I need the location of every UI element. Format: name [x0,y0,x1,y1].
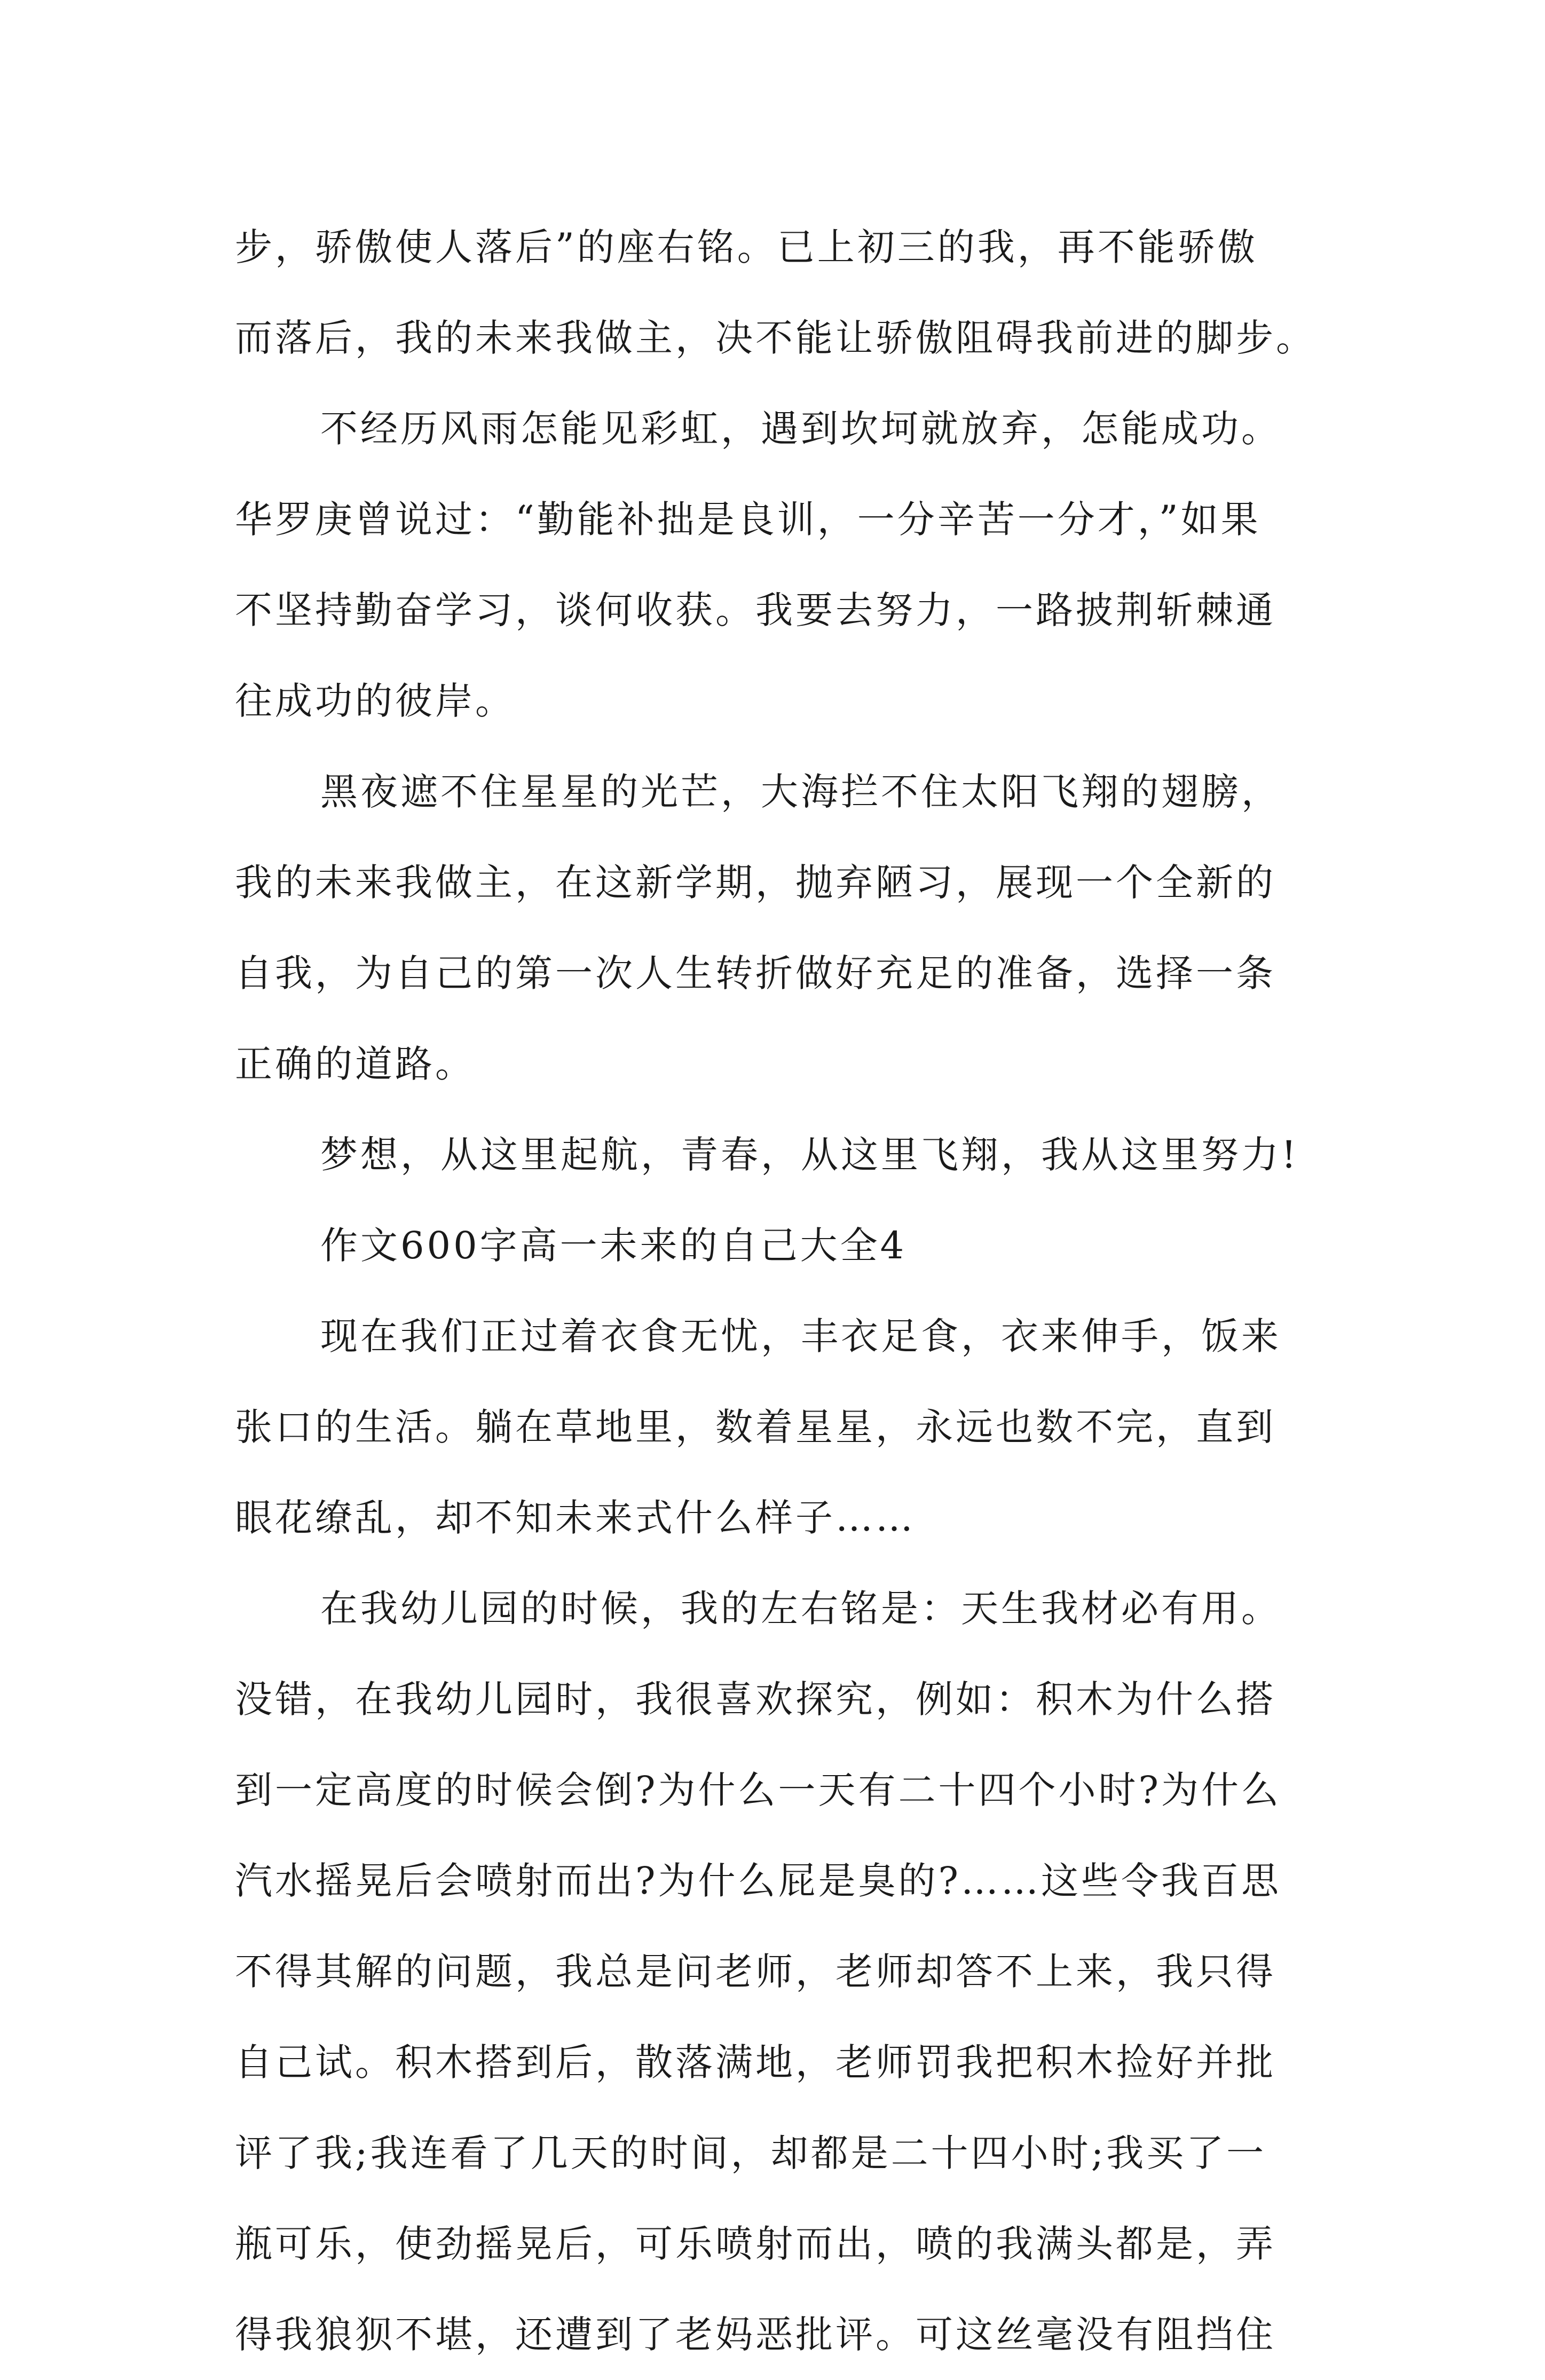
text-line: 得我狼狈不堪，还遭到了老妈恶批评。可这丝毫没有阻挡住 [235,2313,1276,2357]
text-line: 汽水摇晃后会喷射而出?为什么屁是臭的?……这些令我百思 [235,1859,1282,1903]
text-line: 没错，在我幼儿园时，我很喜欢探究，例如：积木为什么搭 [235,1677,1276,1721]
text-line: 华罗庚曾说过：“勤能补拙是良训，一分辛苦一分才，”如果 [235,498,1261,541]
paragraph-start-line: 现在我们正过着衣食无忧，丰衣足食，衣来伸手，饭来 [320,1314,1281,1358]
text-line: 往成功的彼岸。 [235,679,515,723]
text-line: 评了我;我连看了几天的时间，却都是二十四小时;我买了一 [235,2131,1267,2175]
text-line: 不坚持勤奋学习，谈何收获。我要去努力，一路披荆斩棘通 [235,588,1276,632]
text-line: 自己试。积木搭到后，散落满地，老师罚我把积木捡好并批 [235,2040,1276,2084]
text-line: 不得其解的问题，我总是问老师，老师却答不上来，我只得 [235,1950,1276,1993]
text-line: 正确的道路。 [235,1042,475,1086]
text-line: 眼花缭乱，却不知未来式什么样子…… [235,1496,916,1540]
paragraph-start-line: 黑夜遮不住星星的光芒，大海拦不住太阳飞翔的翅膀， [320,770,1281,814]
text-line: 到一定高度的时候会倒?为什么一天有二十四个小时?为什么 [235,1768,1282,1812]
paragraph-start-line: 在我幼儿园的时候，我的左右铭是：天生我材必有用。 [320,1587,1281,1630]
text-line: 瓶可乐，使劲摇晃后，可乐喷射而出，喷的我满头都是，弄 [235,2222,1276,2266]
text-line: 步，骄傲使人落后”的座右铭。已上初三的我，再不能骄傲 [235,225,1258,269]
text-line: 张口的生活。躺在草地里，数着星星，永远也数不完，直到 [235,1405,1276,1449]
section-heading: 作文600字高一未来的自己大全4 [320,1224,907,1267]
paragraph-start-line: 梦想，从这里起航，青春，从这里飞翔，我从这里努力! [320,1133,1299,1177]
text-line: 我的未来我做主，在这新学期，抛弃陋习，展现一个全新的 [235,861,1276,904]
text-line: 而落后，我的未来我做主，决不能让骄傲阻碍我前进的脚步。 [235,316,1316,360]
essay-body [235,202,1319,2380]
paragraph-start-line: 不经历风雨怎能见彩虹，遇到坎坷就放弃，怎能成功。 [320,407,1281,451]
text-line: 自我，为自己的第一次人生转折做好充足的准备，选择一条 [235,951,1276,995]
